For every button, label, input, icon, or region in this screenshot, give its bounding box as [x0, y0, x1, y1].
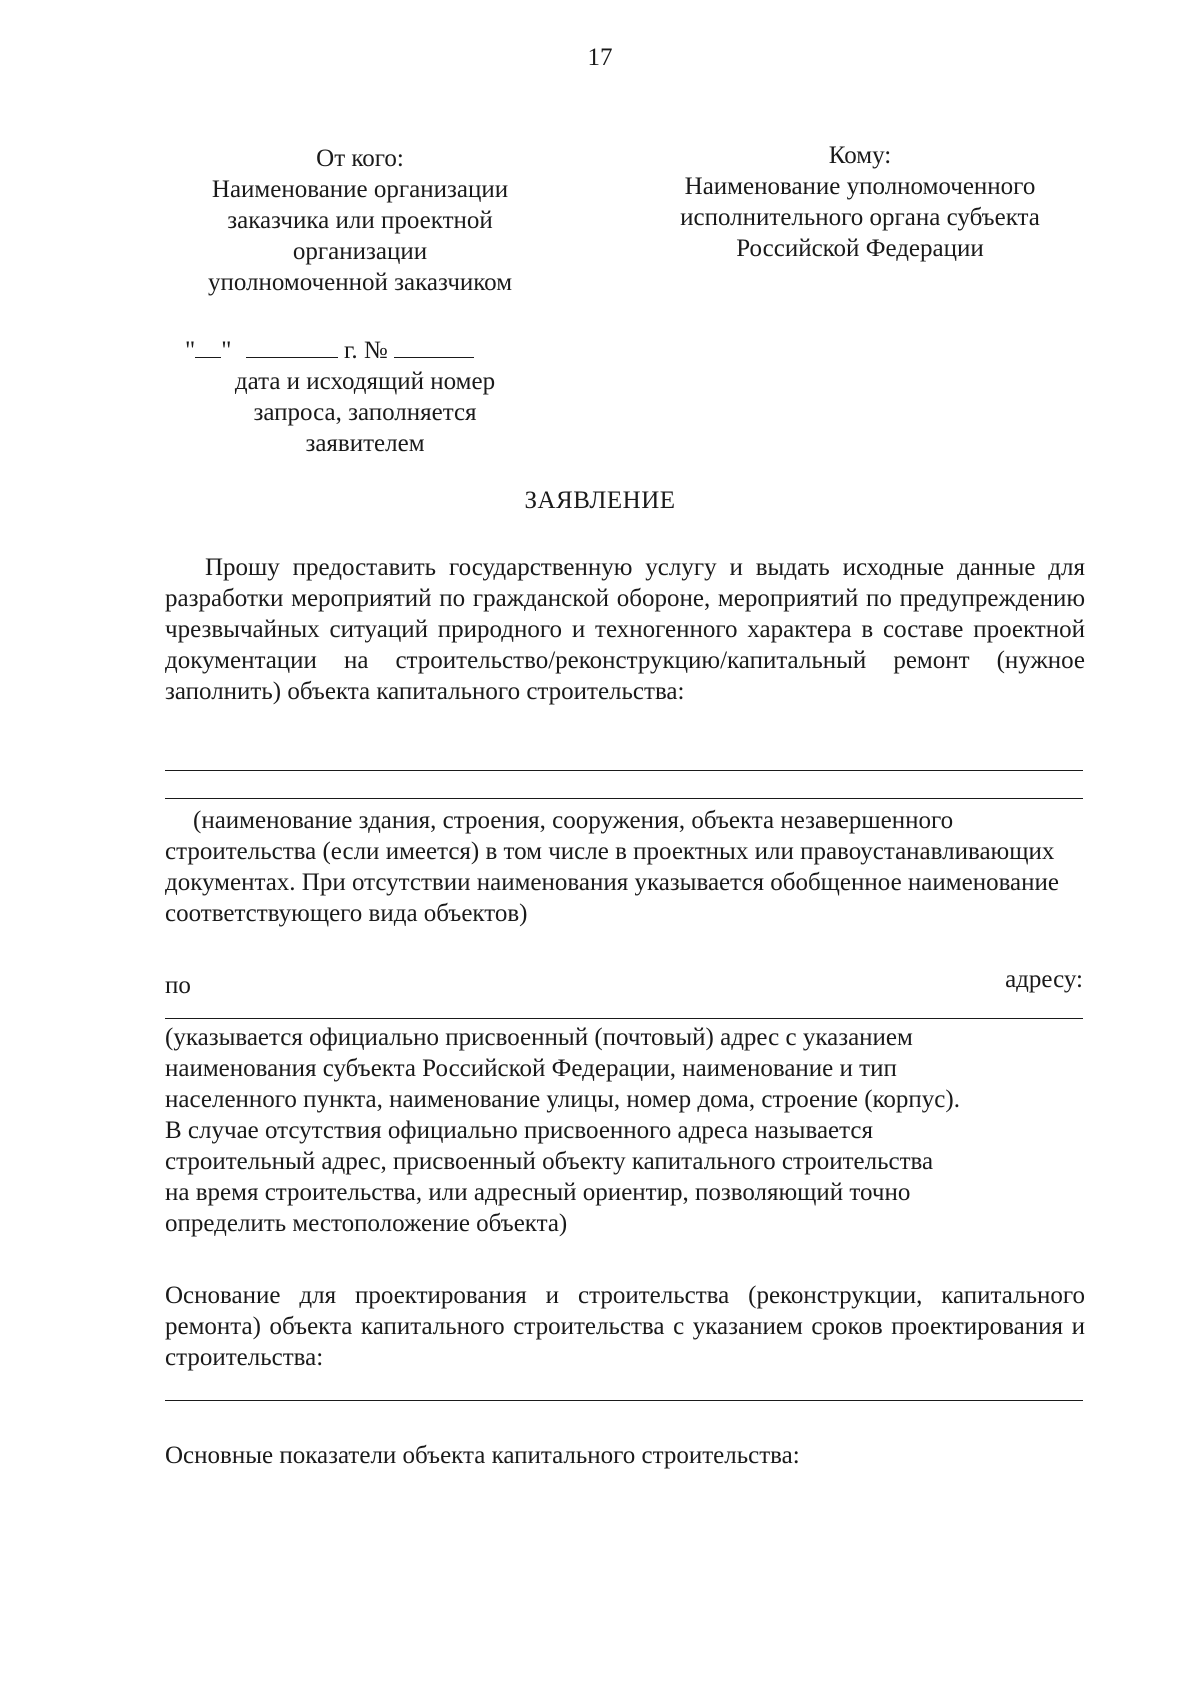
page-number: 17: [587, 44, 613, 71]
recipient-line: исполнительного органа субъекта: [680, 204, 1040, 231]
quote-close: ": [221, 337, 232, 364]
address-blank-line[interactable]: [165, 1018, 1083, 1019]
date-number-block: [185, 335, 545, 459]
sender-block: [160, 143, 560, 298]
date-number-line: [185, 335, 545, 366]
address-note: [165, 1022, 1095, 1239]
object-name-note: (наименование здания, строения, сооружения, объекта незавершенного строительства (если имеется) в том числе в проектных или правоустанавливающих документах. При отсутствии наименования указывается обобщенное наименование соответствующего вида объектов): [165, 807, 1059, 927]
sender-heading: От кого:: [316, 145, 404, 172]
date-caption-line: дата и исходящий номер: [234, 368, 496, 395]
address-note-line: В случае отсутствия официально присвоенного адреса называется: [165, 1117, 873, 1144]
address-note-line: строительный адрес, присвоенный объекту капитального строительства: [165, 1148, 934, 1175]
outgoing-number-blank[interactable]: [394, 335, 474, 358]
day-blank[interactable]: [195, 335, 221, 358]
address-note-line: на время строительства, или адресный ориентир, позволяющий точно: [165, 1179, 911, 1206]
sender-line: Наименование организации: [211, 176, 509, 203]
address-note-line: населенного пункта, наименование улицы, номер дома, строение (корпус).: [165, 1086, 960, 1113]
sender-line: заказчика или проектной: [227, 207, 493, 234]
year-number-label: г. №: [343, 337, 388, 364]
object-name-blank-line-2[interactable]: [165, 798, 1083, 799]
address-prefix: по: [165, 972, 191, 999]
basis-blank-line[interactable]: [165, 1400, 1083, 1401]
basis-paragraph: Основание для проектирования и строительства (реконструкции, капитального ремонта) объекта капитального строительства с указанием сроков проектирования и строительства:: [165, 1282, 1085, 1371]
recipient-line: Российской Федерации: [736, 235, 984, 262]
recipient-line: Наименование уполномоченного: [684, 173, 1036, 200]
date-caption-line: запроса, заполняется: [253, 399, 477, 426]
date-caption-line: заявителем: [305, 430, 425, 457]
address-note-line: (указывается официально присвоенный (почтовый) адрес с указанием: [165, 1024, 913, 1051]
address-label: адресу:: [1005, 966, 1083, 993]
month-year-blank[interactable]: [246, 335, 338, 358]
object-name-blank-line-1[interactable]: [165, 770, 1083, 771]
recipient-heading: Кому:: [828, 142, 892, 169]
sender-line: организации: [292, 238, 428, 265]
quote-open: ": [185, 337, 196, 364]
request-paragraph: Прошу предоставить государственную услугу и выдать исходные данные для разработки мероприятий по гражданской обороне, мероприятий по предупреждению чрезвычайных ситуаций природного и техногенного характера в составе проектной документации на строительство/реконструкцию/капитальный ремонт (нужное заполнить) объекта капитального строительства:: [165, 554, 1085, 705]
indicators-label: Основные показатели объекта капитального строительства:: [165, 1442, 800, 1469]
address-note-line: определить местоположение объекта): [165, 1210, 568, 1237]
address-row: [165, 966, 1083, 997]
address-note-line: наименования субъекта Российской Федерации, наименование и тип: [165, 1055, 897, 1082]
document-title: ЗАЯВЛЕНИЕ: [524, 487, 676, 514]
sender-line: уполномоченной заказчиком: [207, 269, 513, 296]
recipient-block: [640, 140, 1080, 264]
